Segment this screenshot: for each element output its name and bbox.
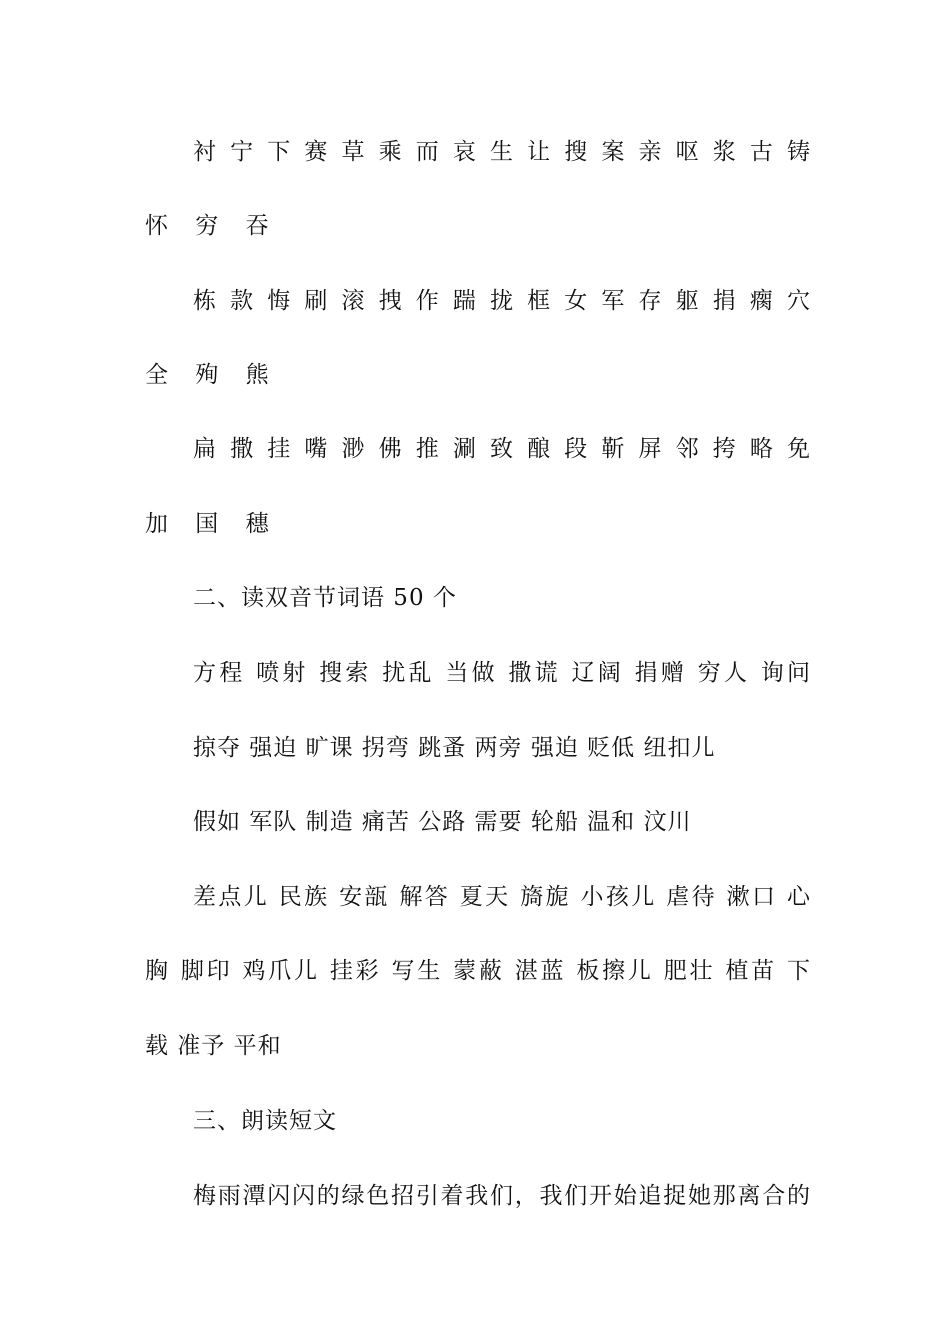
word-row-6: 载 准予 平和 [145, 1033, 282, 1059]
char-row-1: 衬 宁 下 赛 草 乘 而 哀 生 让 搜 案 亲 呕 浆 古 铸 [193, 139, 810, 165]
section-heading-three: 三、朗读短文 [193, 1108, 337, 1134]
word-row-5: 胸 脚印 鸡爪儿 挂彩 写生 蒙蔽 湛蓝 板擦儿 肥壮 植苗 下 [145, 958, 810, 984]
word-row-4: 差点儿 民族 安瓿 解答 夏天 旖旎 小孩儿 虐待 漱口 心 [193, 884, 810, 910]
passage-line-1: 梅雨潭闪闪的绿色招引着我们，我们开始追捉她那离合的 [193, 1183, 810, 1209]
char-row-2: 栋 款 悔 刷 滚 拽 作 踹 拢 框 女 军 存 躯 捐 瘸 穴 [193, 288, 810, 314]
char-row-3: 扁 撒 挂 嘴 渺 佛 推 涮 致 酿 段 靳 屏 邻 挎 略 免 [193, 436, 810, 462]
word-row-1: 方程 喷射 搜索 扰乱 当做 撒谎 辽阔 捐赠 穷人 询问 [193, 660, 810, 686]
section-heading-two: 二、读双音节词语 50 个 [193, 585, 457, 611]
word-row-2: 掠夺 强迫 旷课 拐弯 跳蚤 两旁 强迫 贬低 纽扣儿 [193, 735, 716, 761]
char-row-1-cont: 怀 穷 吞 [145, 213, 279, 239]
char-row-3-cont: 加 国 穗 [145, 511, 279, 537]
word-row-3: 假如 军队 制造 痛苦 公路 需要 轮船 温和 汶川 [193, 809, 692, 835]
char-row-2-cont: 全 殉 熊 [145, 362, 279, 388]
